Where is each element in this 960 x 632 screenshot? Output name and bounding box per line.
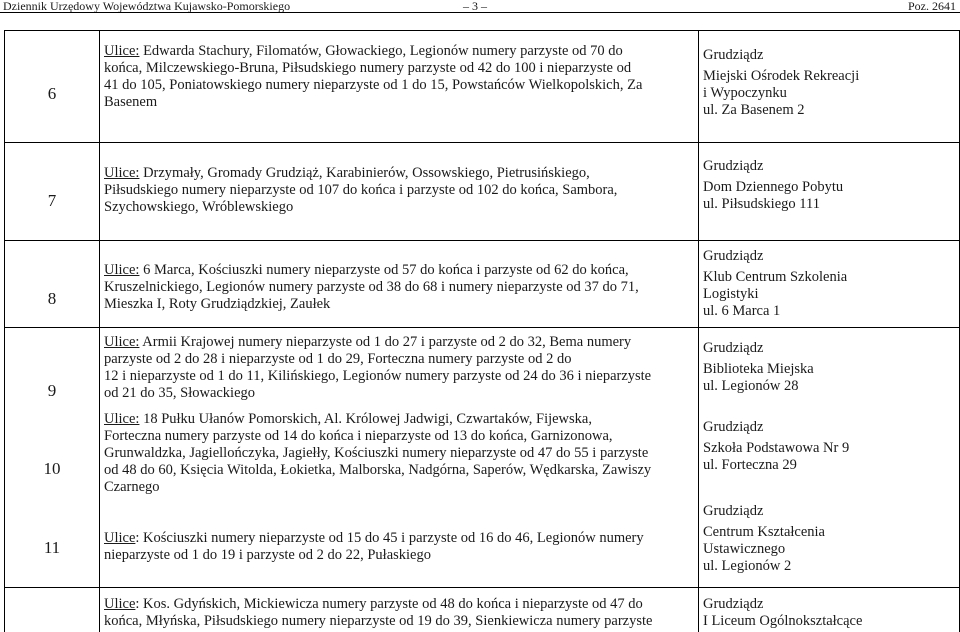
station-line: I Liceum Ogólnokształcące [703,613,863,629]
district-number: 11 [43,538,61,557]
row-divider [5,142,960,143]
station-line: Miejski Ośrodek Rekreacji [703,68,860,84]
station-city: Grudziądz [703,47,764,63]
streets-line: Czarnego [104,479,160,495]
streets-prefix: Ulice: [104,43,140,59]
polling-station [703,596,960,630]
row-divider [5,327,960,328]
station-line: ul. Za Basenem 2 [703,102,805,118]
streets-prefix: Ulice: [104,262,140,278]
row-divider [5,587,960,588]
streets-line: 12 i nieparzyste od 1 do 11, Kilińskiego, Legionów numery parzyste od 24 do 36 i nieparzyste [104,368,652,384]
streets-line: Edwarda Stachury, Filomatów, Głowackiego, Legionów numery parzyste od 70 do [139,43,623,59]
station-line: Klub Centrum Szkolenia [703,269,848,285]
district-streets [104,262,694,313]
station-line: ul. Legionów 2 [703,558,792,574]
district-streets [104,43,694,111]
district-streets [104,411,694,496]
column-divider [698,31,699,632]
streets-line: Forteczna numery parzyste od 14 do końca i nieparzyste od 13 do końca, Garnizonowa, [104,428,613,444]
station-city: Grudziądz [703,248,764,264]
district-number: 10 [43,459,61,478]
station-city: Grudziądz [703,340,764,356]
streets-line: od 48 do 60, Księcia Witolda, Łokietka, Malborska, Nadgórna, Saperów, Wędkarska, Zawiszy [104,462,652,478]
district-streets [104,596,694,630]
streets-prefix: Ulice [104,530,136,546]
streets-line: Kruszelnickiego, Legionów numery parzyste od 38 do 68 i numery nieparzyste od 37 do 71, [104,279,639,295]
polling-station [703,248,960,320]
streets-line: Grunwaldzka, Jagiellończyka, Jagiełły, Kościuszki numery nieparzyste od 47 do 55 i parzyste [104,445,649,461]
district-number: 8 [47,289,57,308]
station-city: Grudziądz [703,503,764,519]
polling-station [703,158,960,213]
station-line: ul. 6 Marca 1 [703,303,781,319]
streets-line: 18 Pułku Ułanów Pomorskich, Al. Królowej Jadwigi, Czwartaków, Fijewska, [139,411,592,427]
streets-prefix: Ulice: [104,334,140,350]
polling-station [703,340,960,395]
station-city: Grudziądz [703,596,764,612]
header-rule [0,12,960,13]
journal-title: Dziennik Urzędowy Województwa Kujawsko-Pomorskiego [3,0,291,13]
streets-line: od 21 do 35, Słowackiego [104,385,256,401]
district-streets [104,334,694,402]
streets-line: : Kościuszki numery nieparzyste od 15 do 45 i parzyste od 16 do 46, Legionów numery [135,530,644,546]
position-number: Poz. 2641 [908,0,956,13]
streets-line: Mieszka I, Roty Grudziądzkiej, Zaułek [104,296,331,312]
streets-prefix: Ulice: [104,165,140,181]
district-number: 9 [47,381,57,400]
streets-line: : Kos. Gdyńskich, Mickiewicza numery parzyste od 48 do końca i nieparzyste od 47 do [135,596,643,612]
streets-prefix: Ulice: [104,411,140,427]
streets-line: Drzymały, Gromady Grudziąż, Karabinierów, Ossowskiego, Pietrusińskiego, [139,165,590,181]
station-city: Grudziądz [703,419,764,435]
column-divider [99,31,100,632]
station-line: Dom Dziennego Pobytu [703,179,844,195]
streets-line: Szychowskiego, Wróblewskiego [104,199,294,215]
page-number: – 3 – [463,0,487,13]
streets-line: 41 do 105, Poniatowskiego numery nieparzyste od 1 do 15, Powstańców Wielkopolskich, Za [104,77,643,93]
streets-line: Armii Krajowej numery nieparzyste od 1 do 27 i parzyste od 2 do 32, Bema numery [139,334,632,350]
station-line: Ustawicznego [703,541,786,557]
streets-prefix: Ulice [104,596,136,612]
row-divider [5,240,960,241]
district-number: 7 [47,191,57,210]
station-line: ul. Legionów 28 [703,378,799,394]
streets-line: końca, Milczewskiego-Bruna, Piłsudskiego numery parzyste od 42 do 100 i nieparzyste od [104,60,632,76]
streets-line: 6 Marca, Kościuszki numery nieparzyste od 57 do końca i parzyste od 62 do końca, [139,262,629,278]
streets-line: końca, Młyńska, Piłsudskiego numery nieparzyste od 19 do 39, Sienkiewicza numery parzyste [104,613,653,629]
station-city: Grudziądz [703,158,764,174]
district-streets [104,530,694,564]
district-number: 6 [47,84,57,103]
polling-station [703,47,960,119]
polling-districts-table [4,30,960,632]
station-line: Logistyki [703,286,759,302]
streets-line: Piłsudskiego numery nieparzyste od 107 do końca i parzyste od 102 do końca, Sambora, [104,182,618,198]
streets-line: parzyste od 2 do 28 i nieparzyste od 1 do 29, Forteczna numery parzyste od 2 do [104,351,572,367]
district-streets [104,165,694,216]
station-line: Centrum Kształcenia [703,524,825,540]
station-line: ul. Forteczna 29 [703,457,797,473]
station-line: Biblioteka Miejska [703,361,814,377]
polling-station [703,419,960,474]
station-line: i Wypoczynku [703,85,787,101]
streets-line: Basenem [104,94,158,110]
polling-station [703,503,960,575]
streets-line: nieparzyste od 1 do 19 i parzyste od 2 do 22, Pułaskiego [104,547,431,563]
station-line: ul. Piłsudskiego 111 [703,196,820,212]
station-line: Szkoła Podstawowa Nr 9 [703,440,850,456]
